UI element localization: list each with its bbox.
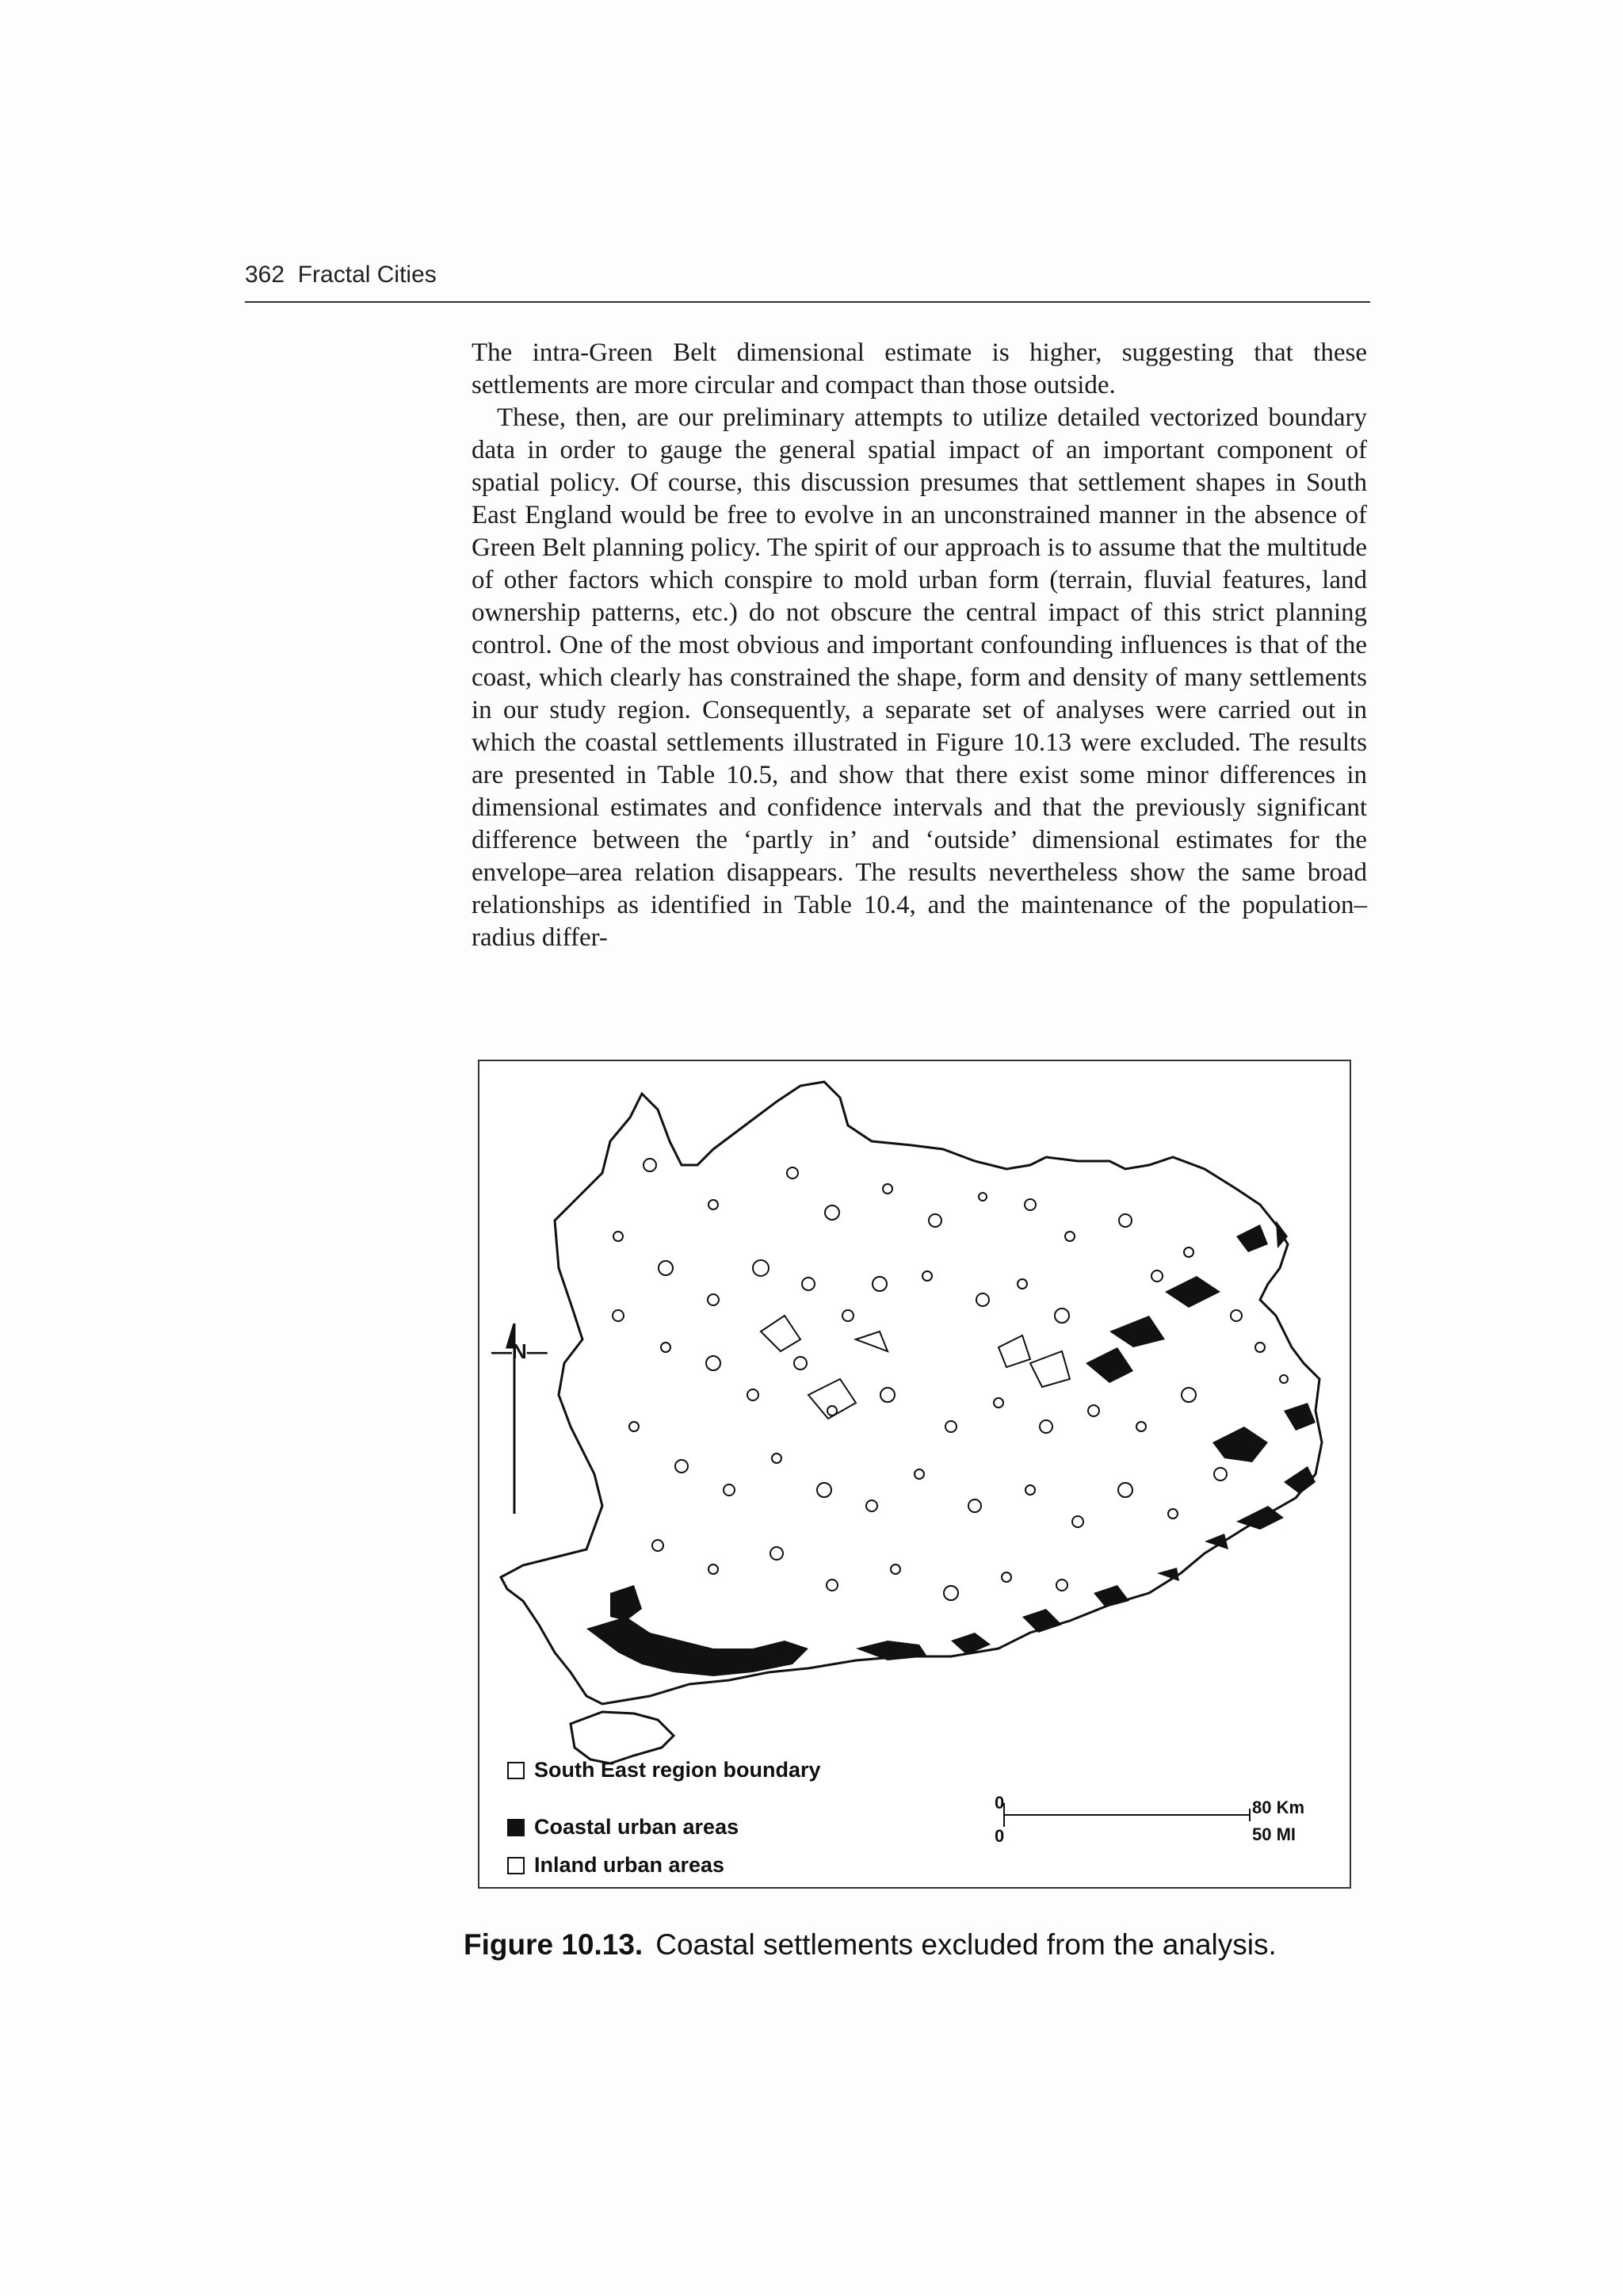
scale-mi: 50 MI [1252,1824,1296,1844]
north-label: —N— [491,1339,548,1363]
page-number: 362 [245,262,285,288]
figure-caption [464,1928,1277,1962]
coastal-swatch-icon [507,1819,525,1836]
inland-swatch-icon [507,1857,525,1874]
scale-zero-top: 0 [995,1793,1005,1813]
isle-of-wight [571,1712,674,1763]
legend-coastal: Coastal urban areas [507,1815,739,1839]
paragraph-2: These, then, are our preliminary attempts to utilize detailed vectorized boundary data in order to gauge the general spatial impact of an important component of spatial policy. Of course, this discussion presumes that settlement shapes in South East England would be free to evolve in an unconstrained manner in the absence of Green Belt planning policy. The spirit of our approach is to assume that the multitude of other factors which conspire to mold urban form (terrain, fluvial features, land ownership patterns, etc.) do not obscure the central impact of this strict planning control. One of the most obvious and important confounding influences is that of the coast, which clearly has constrained the shape, form and density of many settlements in our study region. Consequently, a separate set of analyses were carried out in which the coastal settlements illustrated in Figure 10.13 were excluded. The results are presented in Table 10.5, and show that there exist some minor differences in dimensional estimates and confidence intervals and that the previously significant difference between the ‘partly in’ and ‘outside’ dimensional estimates for the envelope–area relation disappears. The results nevertheless show the same broad relationships as identified in Table 10.4, and the maintenance of the population–radius differ- [472,403,1367,952]
scale-zero-bottom: 0 [995,1826,1005,1846]
caption-label: Figure 10.13. [464,1928,643,1961]
scale-km: 80 Km [1252,1797,1305,1817]
paragraph-1: The intra-Green Belt dimensional estimate is higher, suggesting that these settlements are more circular and compact than those outside. [472,338,1367,399]
caption-text: Coastal settlements excluded from the analysis. [655,1928,1277,1961]
legend-boundary: South East region boundary [507,1758,821,1782]
scale-bar [1004,1803,1250,1827]
legend-inland: Inland urban areas [507,1853,724,1878]
running-title: Fractal Cities [297,262,437,288]
boundary-swatch-icon [507,1762,525,1779]
